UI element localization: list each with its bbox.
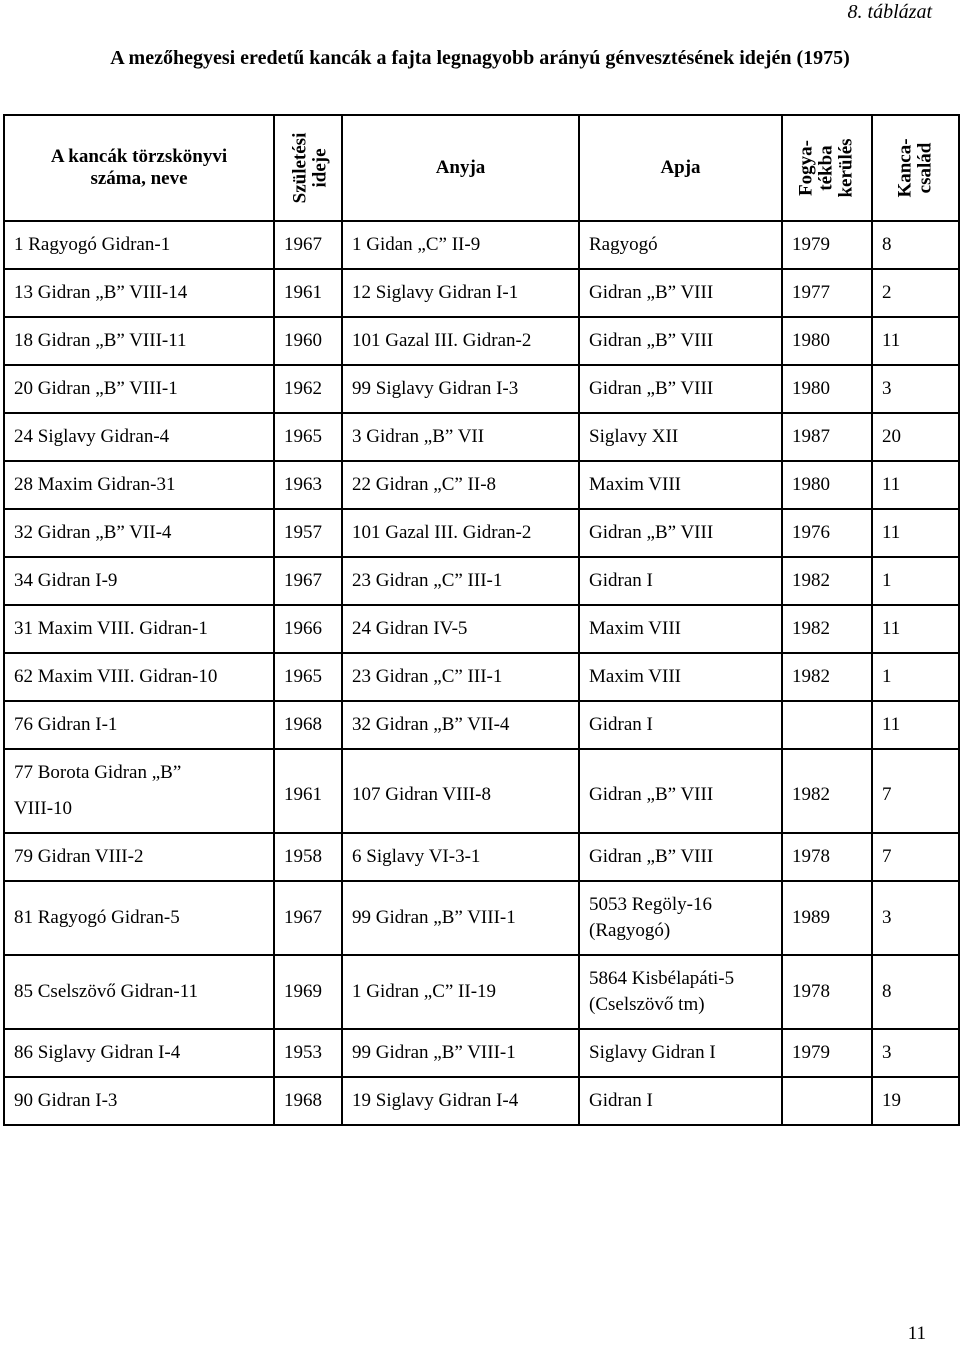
cell-sire-line2: (Cselszövő tm) xyxy=(589,994,705,1015)
cell-sire: Maxim VIII xyxy=(579,653,782,701)
cell-sire: Gidran „B” VIII xyxy=(579,365,782,413)
cell-name: 31 Maxim VIII. Gidran-1 xyxy=(4,605,274,653)
table-row xyxy=(4,413,959,461)
cell-culled: 1980 xyxy=(782,461,872,509)
cell-name: 62 Maxim VIII. Gidran-10 xyxy=(4,653,274,701)
cell-sire: Maxim VIII xyxy=(579,461,782,509)
cell-name: 76 Gidran I-1 xyxy=(4,701,274,749)
col-header-family-label xyxy=(895,138,935,197)
cell-born: 1968 xyxy=(274,1077,342,1125)
cell-sire: Gidran „B” VIII xyxy=(579,269,782,317)
cell-dam: 22 Gidran „C” II-8 xyxy=(342,461,579,509)
cell-born: 1962 xyxy=(274,365,342,413)
header-row xyxy=(4,115,959,221)
table-row xyxy=(4,653,959,701)
cell-culled xyxy=(782,1077,872,1125)
mares-table xyxy=(3,114,960,1126)
table-row xyxy=(4,269,959,317)
cell-dam: 1 Gidan „C” II-9 xyxy=(342,221,579,269)
cell-culled: 1978 xyxy=(782,833,872,881)
col-header-family xyxy=(872,115,959,221)
cell-culled: 1978 xyxy=(782,955,872,1029)
cell-family: 11 xyxy=(872,317,959,365)
cell-culled: 1979 xyxy=(782,221,872,269)
col-header-birth-label xyxy=(290,132,330,203)
cell-culled: 1982 xyxy=(782,605,872,653)
cell-name: 20 Gidran „B” VIII-1 xyxy=(4,365,274,413)
table-row xyxy=(4,509,959,557)
cell-born: 1961 xyxy=(274,269,342,317)
table-label: 8. táblázat xyxy=(847,1,932,23)
cell-sire: Gidran I xyxy=(579,557,782,605)
cell-sire: Siglavy XII xyxy=(579,413,782,461)
cell-born: 1965 xyxy=(274,413,342,461)
cell-culled: 1982 xyxy=(782,653,872,701)
cell-dam: 3 Gidran „B” VII xyxy=(342,413,579,461)
col-header-birth-line1: Születési xyxy=(289,132,311,203)
cell-dam: 19 Siglavy Gidran I-4 xyxy=(342,1077,579,1125)
page-number: 11 xyxy=(907,1323,926,1344)
cell-sire: Siglavy Gidran I xyxy=(579,1029,782,1077)
cell-name: 1 Ragyogó Gidran-1 xyxy=(4,221,274,269)
cell-name: 13 Gidran „B” VIII-14 xyxy=(4,269,274,317)
cell-family: 1 xyxy=(872,557,959,605)
cell-culled: 1989 xyxy=(782,881,872,955)
cell-sire xyxy=(579,955,782,1029)
cell-born: 1967 xyxy=(274,881,342,955)
cell-family: 11 xyxy=(872,509,959,557)
cell-family: 11 xyxy=(872,605,959,653)
cell-sire: Gidran I xyxy=(579,701,782,749)
cell-dam: 99 Gidran „B” VIII-1 xyxy=(342,1029,579,1077)
col-header-name-line2: száma, neve xyxy=(90,168,188,189)
cell-dam: 32 Gidran „B” VII-4 xyxy=(342,701,579,749)
col-header-culled-line1: Fogya- xyxy=(795,139,817,196)
cell-family: 7 xyxy=(872,833,959,881)
table-row xyxy=(4,605,959,653)
cell-dam: 107 Gidran VIII-8 xyxy=(342,749,579,833)
cell-born: 1957 xyxy=(274,509,342,557)
cell-culled: 1982 xyxy=(782,749,872,833)
table-row xyxy=(4,881,959,955)
col-header-name-line1: A kancák törzskönyvi xyxy=(50,146,228,167)
col-header-family-line1: Kanca- xyxy=(894,137,916,198)
cell-sire: Gidran I xyxy=(579,1077,782,1125)
cell-family: 8 xyxy=(872,955,959,1029)
col-header-name xyxy=(4,115,274,221)
cell-born: 1960 xyxy=(274,317,342,365)
cell-family: 3 xyxy=(872,1029,959,1077)
cell-sire-line2: (Ragyogó) xyxy=(589,920,671,941)
cell-name: 81 Ragyogó Gidran-5 xyxy=(4,881,274,955)
cell-family: 2 xyxy=(872,269,959,317)
cell-dam: 101 Gazal III. Gidran-2 xyxy=(342,509,579,557)
cell-name: 18 Gidran „B” VIII-11 xyxy=(4,317,274,365)
cell-born: 1969 xyxy=(274,955,342,1029)
cell-culled: 1980 xyxy=(782,365,872,413)
cell-name-line2: VIII-10 xyxy=(14,798,73,819)
table-row xyxy=(4,955,959,1029)
cell-family: 8 xyxy=(872,221,959,269)
cell-dam: 1 Gidran „C” II-19 xyxy=(342,955,579,1029)
table-row xyxy=(4,701,959,749)
cell-dam: 12 Siglavy Gidran I-1 xyxy=(342,269,579,317)
table-row xyxy=(4,317,959,365)
cell-sire: Gidran „B” VIII xyxy=(579,833,782,881)
cell-name: 32 Gidran „B” VII-4 xyxy=(4,509,274,557)
cell-born: 1967 xyxy=(274,221,342,269)
col-header-birth-line2: ideje xyxy=(309,147,331,188)
cell-dam: 99 Gidran „B” VIII-1 xyxy=(342,881,579,955)
cell-name: 86 Siglavy Gidran I-4 xyxy=(4,1029,274,1077)
table-row xyxy=(4,461,959,509)
cell-family: 7 xyxy=(872,749,959,833)
cell-family: 11 xyxy=(872,701,959,749)
table-row xyxy=(4,1029,959,1077)
cell-family: 19 xyxy=(872,1077,959,1125)
cell-dam: 99 Siglavy Gidran I-3 xyxy=(342,365,579,413)
cell-culled: 1976 xyxy=(782,509,872,557)
cell-born: 1965 xyxy=(274,653,342,701)
col-header-culled-line2: tékba xyxy=(815,144,837,191)
cell-family: 3 xyxy=(872,881,959,955)
cell-born: 1966 xyxy=(274,605,342,653)
cell-sire: Ragyogó xyxy=(579,221,782,269)
cell-sire: Maxim VIII xyxy=(579,605,782,653)
cell-born: 1968 xyxy=(274,701,342,749)
cell-sire-line1: 5864 Kisbélapáti-5 xyxy=(589,968,735,989)
col-header-culled xyxy=(782,115,872,221)
col-header-birth xyxy=(274,115,342,221)
cell-culled: 1979 xyxy=(782,1029,872,1077)
cell-name-line1: 77 Borota Gidran „B” xyxy=(14,762,182,783)
cell-family: 11 xyxy=(872,461,959,509)
cell-name: 90 Gidran I-3 xyxy=(4,1077,274,1125)
cell-dam: 23 Gidran „C” III-1 xyxy=(342,557,579,605)
col-header-family-line2: család xyxy=(914,142,936,193)
col-header-culled-line3: kerülés xyxy=(835,137,857,198)
cell-sire: Gidran „B” VIII xyxy=(579,749,782,833)
cell-name: 28 Maxim Gidran-31 xyxy=(4,461,274,509)
cell-born: 1967 xyxy=(274,557,342,605)
page-title: A mezőhegyesi eredetű kancák a fajta legnagyobb arányú génvesztésének idején (1975) xyxy=(110,47,850,69)
cell-born: 1963 xyxy=(274,461,342,509)
cell-family: 20 xyxy=(872,413,959,461)
cell-dam: 6 Siglavy VI-3-1 xyxy=(342,833,579,881)
cell-born: 1958 xyxy=(274,833,342,881)
cell-sire: Gidran „B” VIII xyxy=(579,317,782,365)
cell-name xyxy=(4,749,274,833)
cell-family: 3 xyxy=(872,365,959,413)
cell-name: 34 Gidran I-9 xyxy=(4,557,274,605)
table-row xyxy=(4,833,959,881)
cell-born: 1961 xyxy=(274,749,342,833)
cell-family: 1 xyxy=(872,653,959,701)
table-row xyxy=(4,1077,959,1125)
cell-culled: 1982 xyxy=(782,557,872,605)
cell-dam: 101 Gazal III. Gidran-2 xyxy=(342,317,579,365)
cell-sire xyxy=(579,881,782,955)
cell-culled: 1987 xyxy=(782,413,872,461)
table-row xyxy=(4,557,959,605)
col-header-dam: Anyja xyxy=(342,115,579,221)
table-row xyxy=(4,365,959,413)
cell-sire-line1: 5053 Regöly-16 xyxy=(589,894,712,915)
cell-dam: 24 Gidran IV-5 xyxy=(342,605,579,653)
cell-culled: 1977 xyxy=(782,269,872,317)
table-row xyxy=(4,749,959,833)
cell-culled: 1980 xyxy=(782,317,872,365)
cell-name: 24 Siglavy Gidran-4 xyxy=(4,413,274,461)
table-row xyxy=(4,221,959,269)
cell-name: 85 Cselszövő Gidran-11 xyxy=(4,955,274,1029)
cell-culled xyxy=(782,701,872,749)
cell-born: 1953 xyxy=(274,1029,342,1077)
cell-dam: 23 Gidran „C” III-1 xyxy=(342,653,579,701)
cell-sire: Gidran „B” VIII xyxy=(579,509,782,557)
col-header-culled-label xyxy=(797,138,857,197)
cell-name: 79 Gidran VIII-2 xyxy=(4,833,274,881)
col-header-sire: Apja xyxy=(579,115,782,221)
